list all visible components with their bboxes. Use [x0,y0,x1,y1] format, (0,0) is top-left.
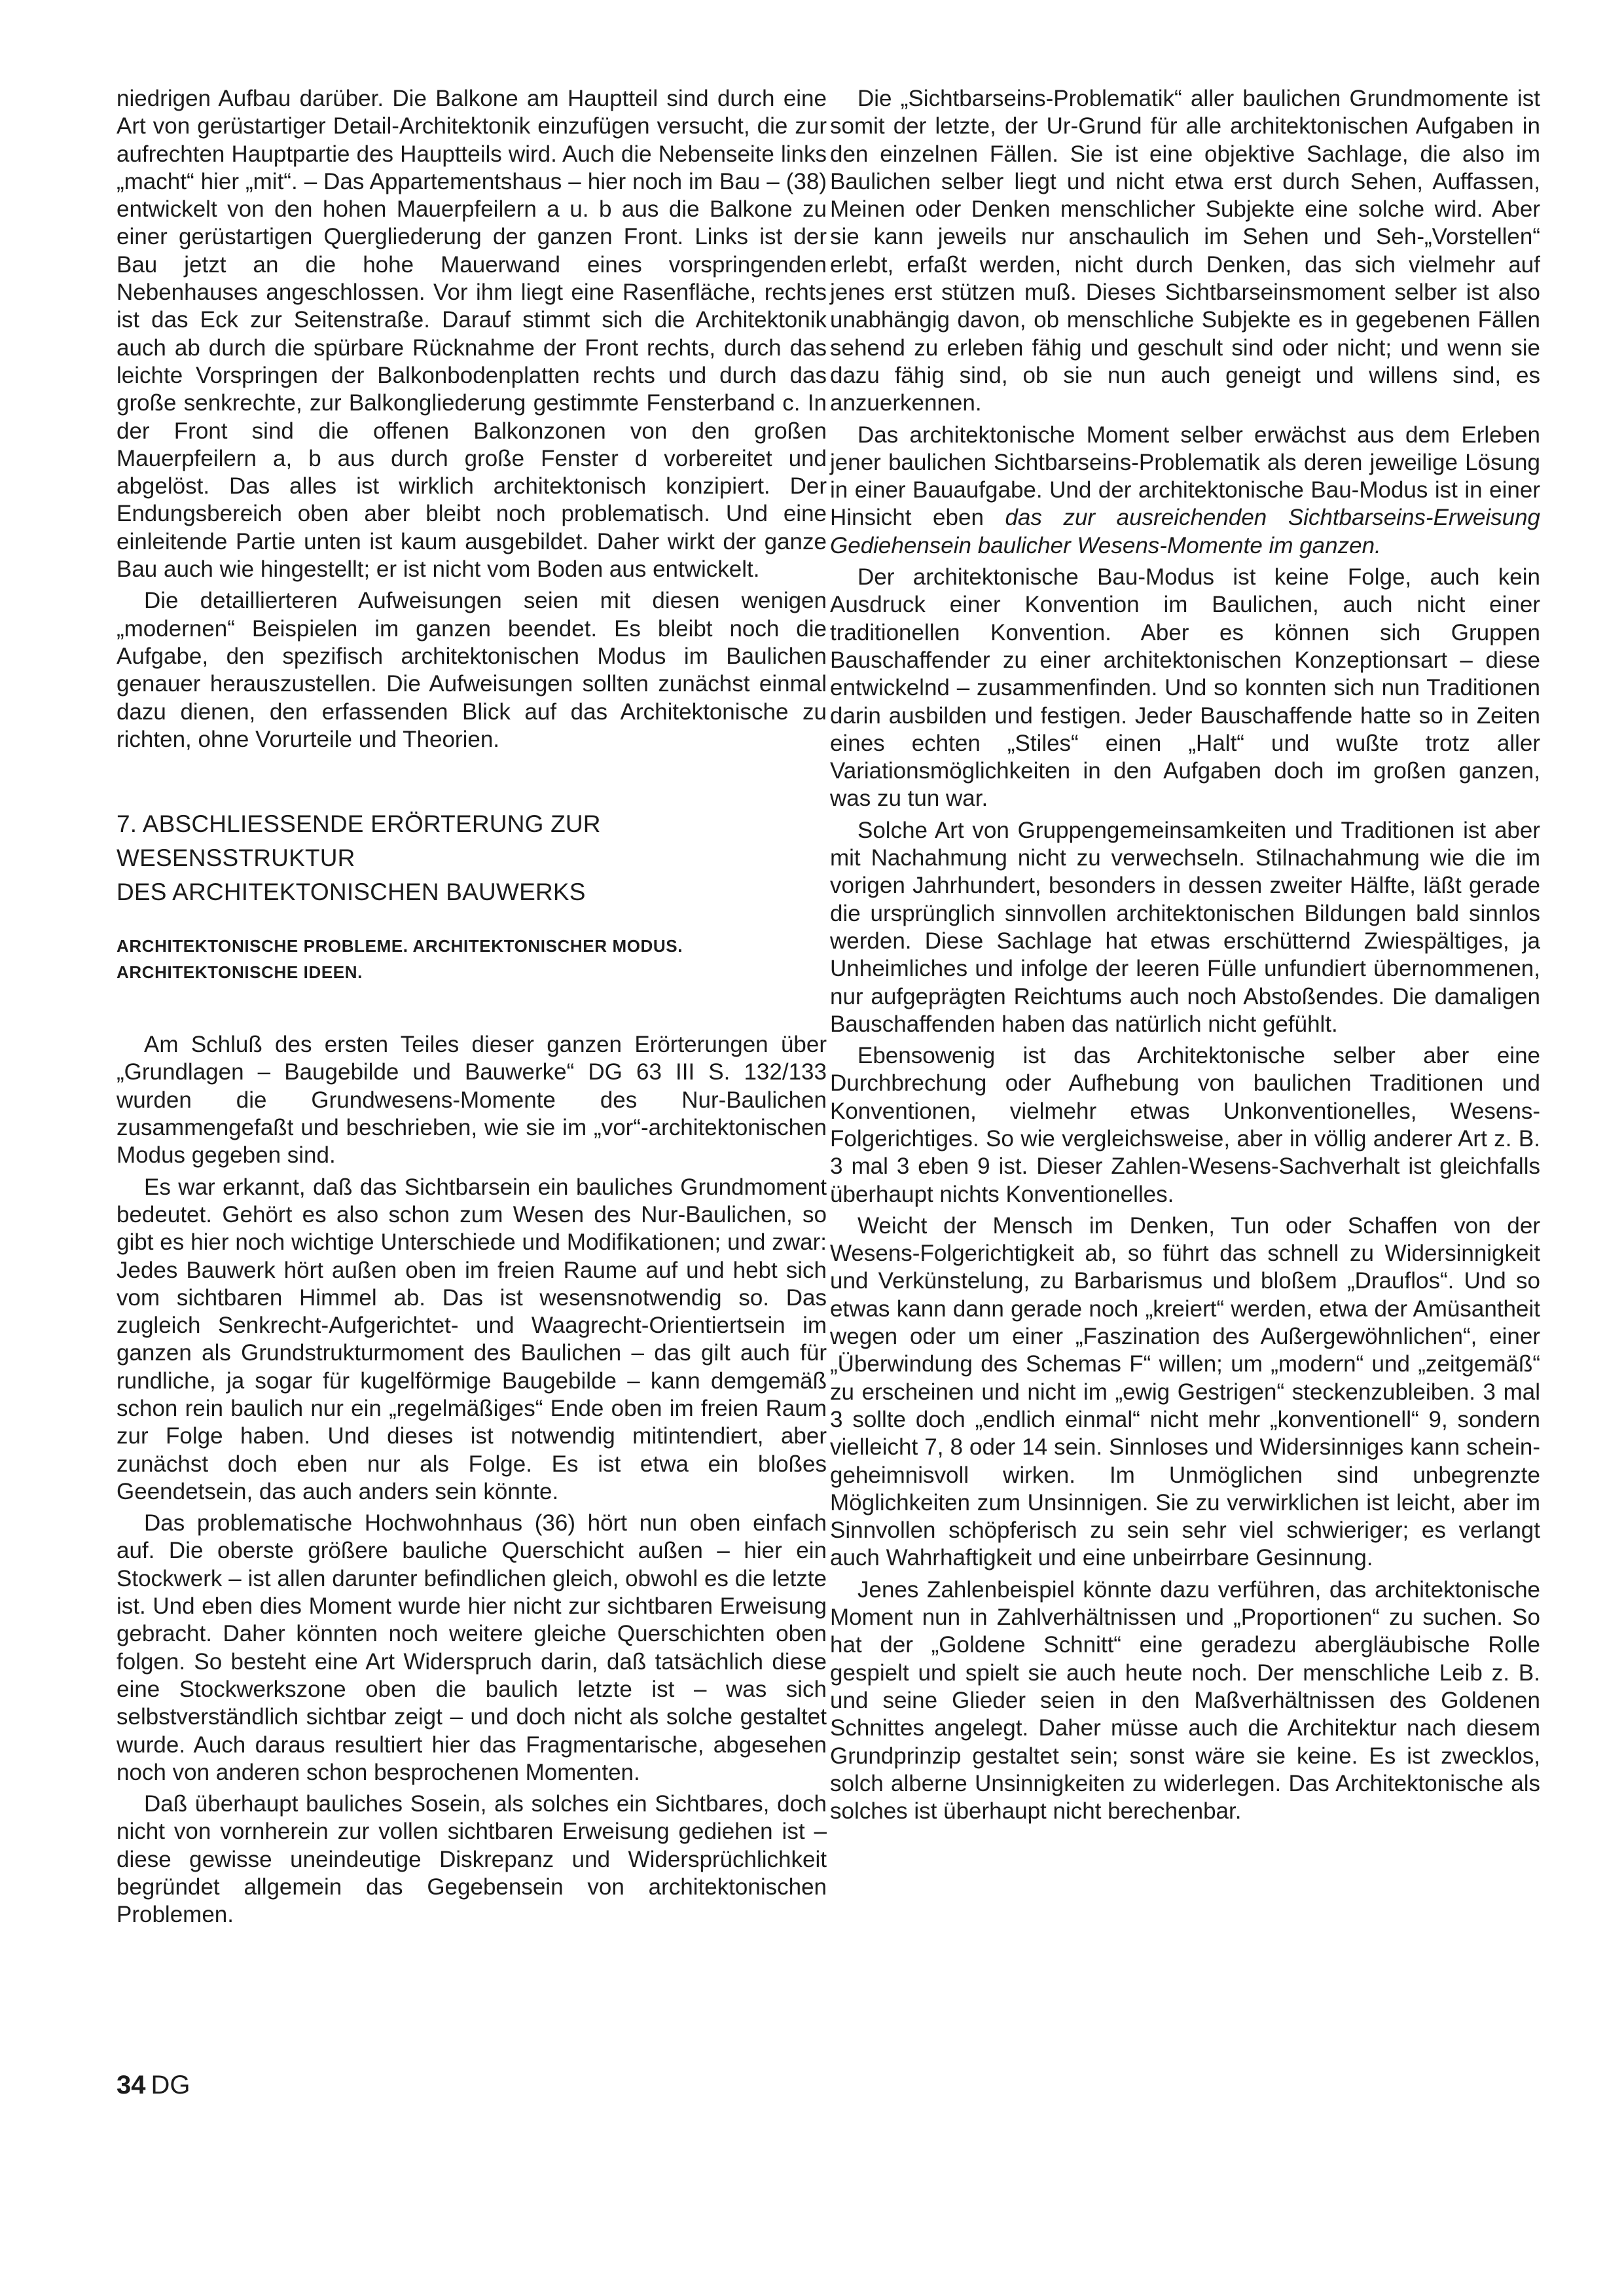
section-subheading-line: ARCHITEKTONISCHE IDEEN. [117,962,363,983]
page-number: 34 [117,2071,146,2099]
journal-abbreviation: DG [151,2071,190,2099]
section-heading-line: 7. ABSCHLIESSENDE ERÖRTERUNG ZUR WESENSSTRUKTUR [117,810,601,872]
paragraph: Jenes Zahlenbeispiel könnte dazu verführen, das architektonische Moment nun in Zahlverhältnissen und „Proportionen“ zu suchen. So hat der „Goldene Schnitt“ eine geradezu abergläubische Rolle gespielt und spielt sie auch heute noch. Der menschliche Leib z. B. und seine Glieder seien in den Maßverhältnissen des Goldenen Schnittes angelegt. Daher müsse auch die Architektur nach diesem Grundprinzip gestaltet sein; sonst wäre sie keine. Es ist zwecklos, solch alberne Unsinnigkeiten zu widerlegen. Das Architektonische als solches ist überhaupt nicht berechenbar. [830,1576,1540,1824]
left-column [117,85,827,1933]
section-subheading [117,933,827,985]
paragraph: Die detaillierteren Aufweisungen seien mit diesen wenigen „modernen“ Beispielen im ganzen beendet. Es bleibt noch die Aufgabe, den spezifisch architektonischen Modus im Baulichen genauer herauszustellen. Die Aufweisungen sollten zunächst einmal dazu dienen, den erfassenden Blick auf das Architektonische zu richten, ohne Vorurteile und Theorien. [117,588,827,752]
paragraph: Daß überhaupt bauliches Sosein, als solches ein Sichtbares, doch nicht von vornherein zur vollen sichtbaren Erweisung gediehen ist – diese gewisse uneindeutige Diskrepanz und Widersprüchlichkeit begründet allgemein das Gegebensein von architektonischen Problemen. [117,1791,827,1928]
paragraph: Weicht der Mensch im Denken, Tun oder Schaffen von der Wesens-Folgerichtigkeit ab, so führt das schnell zu Widersinnigkeit und Verkünstelung, zu Barbarismus und bloßem „Drauflos“. Und so etwas kann dann gerade noch „kreiert“ werden, etwa der Amüsantheit wegen oder um einer „Faszination des Außergewöhnlichen“, einer „Überwindung des Schemas F“ willen; um „modern“ und „zeitgemäß“ zu erscheinen und nicht im „ewig Gestrigen“ steckenzubleiben. 3 mal 3 sollte doch „endlich einmal“ nicht mehr „konventionell“ 9, sondern vielleicht 7, 8 oder 14 sein. Sinnloses und Widersinniges kann schein-geheimnisvoll wirken. Im Unmöglichen sind unbegrenzte Möglichkeiten zum Unsinnigen. Sie zu verwirklichen ist leicht, aber im Sinnvollen schöpferisch zu sein sehr viel schwieriger; es verlangt auch Wahrhaftigkeit und eine unbeirrbare Gesinnung. [830,1212,1540,1571]
emphasized-text: das zur ausreichenden Sichtbarseins-Erweisung Gediehensein baulicher Wesens-Momente im ganzen. [830,505,1540,558]
right-column [830,85,1540,1829]
paragraph: Der architektonische Bau-Modus ist keine Folge, auch kein Ausdruck einer Konvention im Baulichen, auch nicht einer traditionellen Konvention. Aber es können sich Gruppen Bauschaffender zu einer architektonischen Konzeptionsart – diese entwickelnd – zusammenfinden. Und so konnten sich nun Traditionen darin ausbilden und festigen. Jeder Bauschaffende hatte so in Zeiten eines echten „Stiles“ einen „Halt“ und wußte trotz aller Variationsmöglichkeiten in den Aufgaben doch im großen ganzen, was zu tun war. [830,564,1540,812]
paragraph: Das problematische Hochwohnhaus (36) hört nun oben einfach auf. Die oberste größere bauliche Querschicht außen – hier ein Stockwerk – ist allen darunter befindlichen gleich, obwohl es die letzte ist. Und eben dies Moment wurde hier nicht zur sichtbaren Erweisung gebracht. Daher könnten noch weitere gleiche Querschichten oben folgen. So besteht eine Art Widerspruch darin, daß tatsächlich diese eine Stockwerkszone oben die baulich letzte ist – was sich selbstverständlich sichtbar zeigt – und doch nicht als solche gestaltet wurde. Auch daraus resultiert hier das Fragmentarische, abgesehen noch von anderen schon besprochenen Momenten. [117,1510,827,1785]
paragraph: Die „Sichtbarseins-Problematik“ aller baulichen Grundmomente ist somit der letzte, der Ur-Grund für alle architektonischen Aufgaben in den einzelnen Fällen. Sie ist eine objektive Sachlage, die also im Baulichen selber liegt und nicht etwa erst durch Sehen, Auffassen, Meinen oder Denken menschlicher Subjekte eine solche wird. Aber sie kann jeweils nur anschaulich im Sehen und Seh-„Vorstellen“ erlebt, erfaßt werden, nicht durch Denken, das sich vielmehr auf jenes erst stützen muß. Dieses Sichtbarseinsmoment selber ist also unabhängig davon, ob menschliche Subjekte es in gegebenen Fällen sehend zu erleben fähig und geschult sind oder nicht; und wenn sie dazu fähig sind, ob sie nun auch geneigt und willens sind, es anzuerkennen. [830,86,1540,416]
paragraph: Ebensowenig ist das Architektonische selber aber eine Durchbrechung oder Aufhebung von baulichen Traditionen und Konventionen, vielmehr etwas Unkonventionelles, Wesens-Folgerichtiges. So wie vergleichsweise, aber in völlig anderer Art z. B. 3 mal 3 eben 9 ist. Dieser Zahlen-Wesens-Sachverhalt ist gleichfalls überhaupt nichts Konventionelles. [830,1043,1540,1207]
paragraph: niedrigen Aufbau darüber. Die Balkone am Hauptteil sind durch eine Art von gerüstartiger Detail-Architektonik einzufügen versucht, die zur aufrechten Hauptpartie des Hauptteils wird. Auch die Nebenseite links „macht“ hier „mit“. – Das Appartementshaus – hier noch im Bau – (38) entwickelt von den hohen Mauerpfeilern a u. b aus die Balkone zu einer gerüstartigen Quergliederung der ganzen Front. Links ist der Bau jetzt an die hohe Mauerwand eines vorspringenden Nebenhauses angeschlossen. Vor ihm liegt eine Rasenfläche, rechts ist das Eck zur Seitenstraße. Darauf stimmt sich die Architektonik auch ab durch die spürbare Rücknahme der Front rechts, durch das leichte Vorspringen der Balkonbodenplatten rechts und durch das große senkrechte, zur Balkongliederung gestimmte Fensterband c. In der Front sind die offenen Balkonzonen von den großen Mauerpfeilern a, b aus durch große Fenster d vorbereitet und abgelöst. Das alles ist wirklich architektonisch konzipiert. Der Endungsbereich oben aber bleibt noch problematisch. Und eine einleitende Partie unten ist kaum ausgebildet. Daher wirkt der ganze Bau auch wie hingestellt; er ist nicht vom Boden aus entwickelt. [117,86,827,583]
paragraph: Es war erkannt, daß das Sichtbarsein ein bauliches Grundmoment bedeutet. Gehört es also schon zum Wesen des Nur-Baulichen, so gibt es hier noch wichtige Unterschiede und Modifikationen; und zwar: Jedes Bauwerk hört außen oben im freien Raume auf und hebt sich vom sichtbaren Himmel ab. Das ist wesensnotwendig so. Das zugleich Senkrecht-Aufgerichtet- und Waagrecht-Orientiertsein im ganzen als Grundstrukturmoment des Baulichen – das gilt auch für rundliche, ja sogar für kugelförmige Baugebilde – kann demgemäß schon rein baulich nur ein „regelmäßiges“ Ende oben im freien Raum zur Folge haben. Und dieses ist notwendig mitintendiert, aber zunächst doch eben nur als Folge. Es ist etwa ein bloßes Geendetsein, das auch anders sein könnte. [117,1174,827,1504]
section-heading-line: DES ARCHITEKTONISCHEN BAUWERKS [117,879,586,906]
page-footer [117,2071,190,2100]
paragraph: Am Schluß des ersten Teiles dieser ganzen Erörterungen über „Grundlagen – Baugebilde und Bauwerke“ DG 63 III S. 132/133 wurden die Grundwesens-Momente des Nur-Baulichen zusammengefaßt und beschrieben, wie sie im „vor“-architektonischen Modus gegeben sind. [117,1032,827,1169]
paragraph [830,422,1540,560]
section-heading [117,807,827,909]
section-subheading-line: ARCHITEKTONISCHE PROBLEME. ARCHITEKTONISCHER MODUS. [117,936,683,956]
paragraph: Solche Art von Gruppengemeinsamkeiten und Traditionen ist aber mit Nachahmung nicht zu verwechseln. Stilnachahmung wie die im vorigen Jahrhundert, besonders in dessen zweiter Hälfte, läßt gerade die ursprünglich sinnvollen architektonischen Bildungen bald sinnlos werden. Diese Sachlage hat etwas erschütternd Zwiespältiges, ja Unheimliches und infolge der leeren Fülle unfundiert übernommenen, nur aufgeprägten Reichtums auch noch Abstoßendes. Die damaligen Bauschaffenden haben das natürlich nicht gefühlt. [830,817,1540,1037]
paragraph-text: Das architektonische Moment selber erwächst aus dem Erleben jener baulichen Sichtbarseins-Problematik als deren jeweilige Lösung in einer Bauaufgabe. Und der architektonische Bau-Modus ist in einer Hinsicht eben [830,422,1540,531]
